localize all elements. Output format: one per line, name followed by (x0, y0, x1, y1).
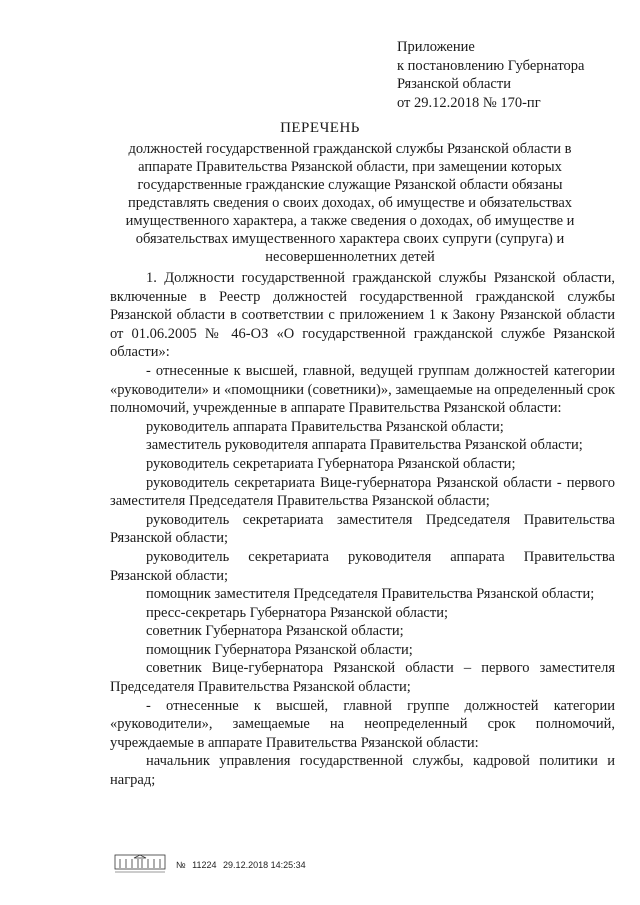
government-building-icon (114, 853, 166, 877)
list-item: советник Губернатора Рязанской области; (146, 623, 404, 640)
registration-stamp (114, 853, 310, 877)
list-item: руководитель секретариата заместителя Председателя Правительства Рязанской области; (110, 511, 615, 547)
list-item: помощник Губернатора Рязанской области; (146, 641, 413, 658)
list-item: руководитель секретариата Губернатора Рязанской области; (146, 455, 516, 472)
appendix-block (397, 38, 584, 112)
document-body (110, 269, 615, 790)
appendix-line-4: от 29.12.2018 № 170-пг (397, 94, 541, 111)
list-item: руководитель секретариата Вице-губернатора Рязанской области - первого заместителя Председателя Правительства Рязанской области; (110, 474, 615, 510)
appendix-line-3: Рязанской области (397, 76, 511, 92)
document-title: ПЕРЕЧЕНЬ (280, 120, 360, 136)
list-item: руководитель аппарата Правительства Рязанской области; (146, 418, 504, 435)
registration-number: 11224 (192, 860, 217, 870)
list-item: начальник управления государственной службы, кадровой политики и наград; (110, 753, 615, 789)
registration-datetime: 29.12.2018 14:25:34 (223, 860, 306, 870)
number-sign: № (176, 860, 186, 870)
appendix-line-2: к постановлению Губернатора (397, 57, 585, 74)
list-item: советник Вице-губернатора Рязанской области – первого заместителя Председателя Правительства Рязанской области; (110, 660, 615, 696)
list-item: помощник заместителя Председателя Правительства Рязанской области; (146, 586, 595, 603)
list-item: пресс-секретарь Губернатора Рязанской области; (146, 604, 448, 621)
list-item: заместитель руководителя аппарата Правительства Рязанской области; (146, 437, 583, 454)
list-item: руководитель секретариата руководителя аппарата Правительства Рязанской области; (110, 548, 615, 584)
paragraph-1: 1. Должности государственной гражданской службы Рязанской области, включенные в Реестр должностей государственной гражданской службы Рязанской области в соответствии с приложением 1 к Закону Рязанской области от 01.06.2005 № 46-ОЗ «О государственной гражданской службе Рязанской области»: (110, 270, 615, 361)
registration-info (176, 860, 310, 870)
appendix-line-1: Приложение (397, 39, 475, 55)
paragraph-2: - отнесенные к высшей, главной, ведущей группам должностей категории «руководители» и «помощники (советники)», замещаемые на определенный срок полномочий, учрежденные в аппарате Правительства Рязанской области: (110, 362, 615, 417)
document-subtitle: должностей государственной гражданской службы Рязанской области в аппарате Правительства Рязанской области, при замещении которых государственные гражданские служащие Рязанской области обязаны представлять сведения о своих доходах, об имуществе и обязательствах имущественного характера, а также сведения о доходах, об имуществе и обязательствах имущественного характера своих супруги (супруга) и несовершеннолетних детей (125, 141, 575, 265)
paragraph-3: - отнесенные к высшей, главной группе должностей категории «руководители», замещаемые на неопределенный срок полномочий, учреждаемые в аппарате Правительства Рязанской области: (110, 697, 615, 751)
